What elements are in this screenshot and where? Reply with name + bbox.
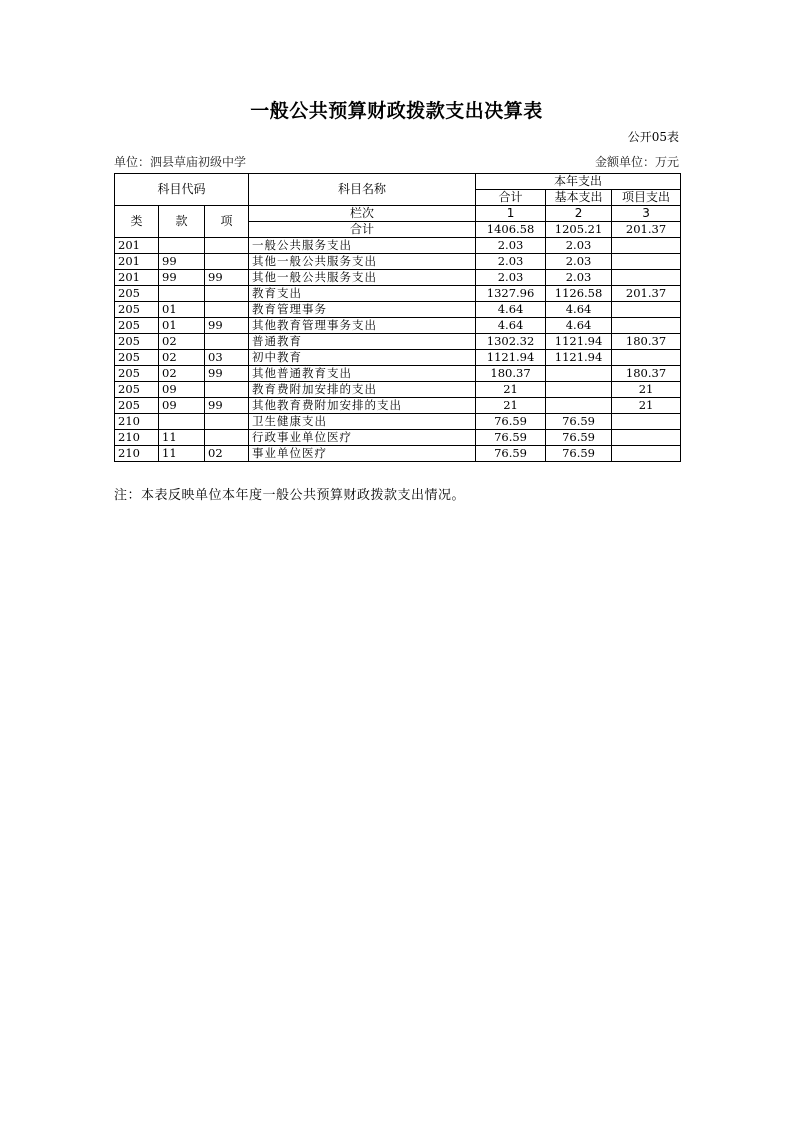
header-lanci: 栏次 (249, 206, 476, 222)
cell-total: 4.64 (476, 302, 546, 318)
cell-total: 2.03 (476, 238, 546, 254)
cell-subject-name: 一般公共服务支出 (249, 238, 476, 254)
cell-project (612, 254, 681, 270)
cell-subject-name: 教育管理事务 (249, 302, 476, 318)
cell-basic: 76.59 (546, 430, 612, 446)
cell-xiang (205, 238, 249, 254)
cell-project (612, 430, 681, 446)
cell-kuan: 02 (159, 350, 205, 366)
cell-project (612, 350, 681, 366)
table-row (115, 270, 681, 286)
table-row (115, 350, 681, 366)
table-row (115, 286, 681, 302)
cell-lei: 205 (115, 286, 159, 302)
amount-unit-label: 金额单位：万元 (594, 155, 679, 169)
cell-basic (546, 366, 612, 382)
header-col1: 1 (476, 206, 546, 222)
cell-subject-name: 事业单位医疗 (249, 446, 476, 462)
cell-total: 21 (476, 398, 546, 414)
page-title: 一般公共预算财政拨款支出决算表 (250, 100, 543, 122)
cell-basic (546, 382, 612, 398)
header-col2: 2 (546, 206, 612, 222)
cell-basic (546, 398, 612, 414)
header-name: 科目名称 (249, 174, 476, 206)
table-row (115, 334, 681, 350)
table-row (115, 254, 681, 270)
cell-project (612, 238, 681, 254)
cell-xiang: 99 (205, 366, 249, 382)
cell-subject-name: 教育支出 (249, 286, 476, 302)
cell-project: 201.37 (612, 286, 681, 302)
cell-xiang: 99 (205, 318, 249, 334)
cell-lei: 205 (115, 382, 159, 398)
cell-lei: 205 (115, 366, 159, 382)
cell-total: 1121.94 (476, 350, 546, 366)
header-project: 项目支出 (612, 190, 681, 206)
cell-project: 180.37 (612, 366, 681, 382)
cell-project (612, 414, 681, 430)
cell-basic: 1121.94 (546, 350, 612, 366)
cell-subject-name: 其他教育费附加安排的支出 (249, 398, 476, 414)
cell-lei: 210 (115, 446, 159, 462)
header-total: 合计 (476, 190, 546, 206)
expenditure-table (114, 173, 681, 462)
cell-lei: 210 (115, 414, 159, 430)
cell-lei: 201 (115, 238, 159, 254)
cell-kuan: 01 (159, 318, 205, 334)
cell-total: 1302.32 (476, 334, 546, 350)
cell-kuan: 11 (159, 446, 205, 462)
table-row (115, 382, 681, 398)
cell-total: 76.59 (476, 430, 546, 446)
cell-project: 21 (612, 398, 681, 414)
header-lei: 类 (115, 206, 159, 238)
table-body (115, 238, 681, 462)
cell-subject-name: 其他一般公共服务支出 (249, 254, 476, 270)
sum-project: 201.37 (612, 222, 681, 238)
header-code-group: 科目代码 (115, 174, 249, 206)
table-row (115, 430, 681, 446)
cell-xiang (205, 334, 249, 350)
header-col3: 3 (612, 206, 681, 222)
cell-total: 4.64 (476, 318, 546, 334)
cell-xiang: 03 (205, 350, 249, 366)
cell-total: 1327.96 (476, 286, 546, 302)
header-xiang: 项 (205, 206, 249, 238)
cell-kuan (159, 414, 205, 430)
cell-subject-name: 卫生健康支出 (249, 414, 476, 430)
table-row (115, 414, 681, 430)
cell-kuan: 99 (159, 254, 205, 270)
cell-lei: 201 (115, 270, 159, 286)
cell-xiang: 02 (205, 446, 249, 462)
sum-total: 1406.58 (476, 222, 546, 238)
cell-total: 180.37 (476, 366, 546, 382)
cell-kuan: 02 (159, 366, 205, 382)
cell-xiang (205, 302, 249, 318)
cell-project: 21 (612, 382, 681, 398)
cell-basic: 2.03 (546, 254, 612, 270)
cell-basic: 4.64 (546, 318, 612, 334)
cell-xiang (205, 286, 249, 302)
cell-xiang: 99 (205, 398, 249, 414)
cell-kuan: 02 (159, 334, 205, 350)
cell-total: 2.03 (476, 270, 546, 286)
cell-xiang (205, 382, 249, 398)
cell-lei: 205 (115, 334, 159, 350)
table-row (115, 398, 681, 414)
cell-lei: 201 (115, 254, 159, 270)
table-row (115, 446, 681, 462)
cell-subject-name: 教育费附加安排的支出 (249, 382, 476, 398)
header-basic: 基本支出 (546, 190, 612, 206)
header-kuan: 款 (159, 206, 205, 238)
cell-total: 76.59 (476, 446, 546, 462)
table-row (115, 318, 681, 334)
cell-subject-name: 其他一般公共服务支出 (249, 270, 476, 286)
cell-lei: 205 (115, 350, 159, 366)
cell-subject-name: 行政事业单位医疗 (249, 430, 476, 446)
cell-lei: 210 (115, 430, 159, 446)
cell-basic: 1126.58 (546, 286, 612, 302)
cell-basic: 2.03 (546, 270, 612, 286)
cell-lei: 205 (115, 398, 159, 414)
cell-lei: 205 (115, 302, 159, 318)
cell-project (612, 302, 681, 318)
sum-basic: 1205.21 (546, 222, 612, 238)
cell-total: 21 (476, 382, 546, 398)
cell-basic: 4.64 (546, 302, 612, 318)
table-note: 注：本表反映单位本年度一般公共预算财政拨款支出情况。 (114, 488, 466, 503)
cell-subject-name: 其他普通教育支出 (249, 366, 476, 382)
table-row (115, 302, 681, 318)
cell-basic: 76.59 (546, 414, 612, 430)
cell-subject-name: 初中教育 (249, 350, 476, 366)
cell-kuan: 99 (159, 270, 205, 286)
cell-kuan: 09 (159, 398, 205, 414)
cell-kuan (159, 286, 205, 302)
cell-project (612, 318, 681, 334)
cell-total: 76.59 (476, 414, 546, 430)
cell-subject-name: 其他教育管理事务支出 (249, 318, 476, 334)
cell-xiang (205, 254, 249, 270)
header-year-group: 本年支出 (476, 174, 681, 190)
unit-label: 单位：泗县草庙初级中学 (114, 155, 247, 169)
cell-project (612, 270, 681, 286)
cell-xiang: 99 (205, 270, 249, 286)
cell-project: 180.37 (612, 334, 681, 350)
cell-basic: 2.03 (546, 238, 612, 254)
cell-xiang (205, 414, 249, 430)
cell-project (612, 446, 681, 462)
cell-kuan: 01 (159, 302, 205, 318)
cell-kuan: 09 (159, 382, 205, 398)
cell-total: 2.03 (476, 254, 546, 270)
cell-basic: 1121.94 (546, 334, 612, 350)
cell-subject-name: 普通教育 (249, 334, 476, 350)
cell-kuan (159, 238, 205, 254)
cell-basic: 76.59 (546, 446, 612, 462)
table-row (115, 366, 681, 382)
cell-xiang (205, 430, 249, 446)
table-row (115, 238, 681, 254)
sum-label: 合计 (249, 222, 476, 238)
cell-lei: 205 (115, 318, 159, 334)
form-number: 公开05表 (627, 130, 679, 144)
cell-kuan: 11 (159, 430, 205, 446)
